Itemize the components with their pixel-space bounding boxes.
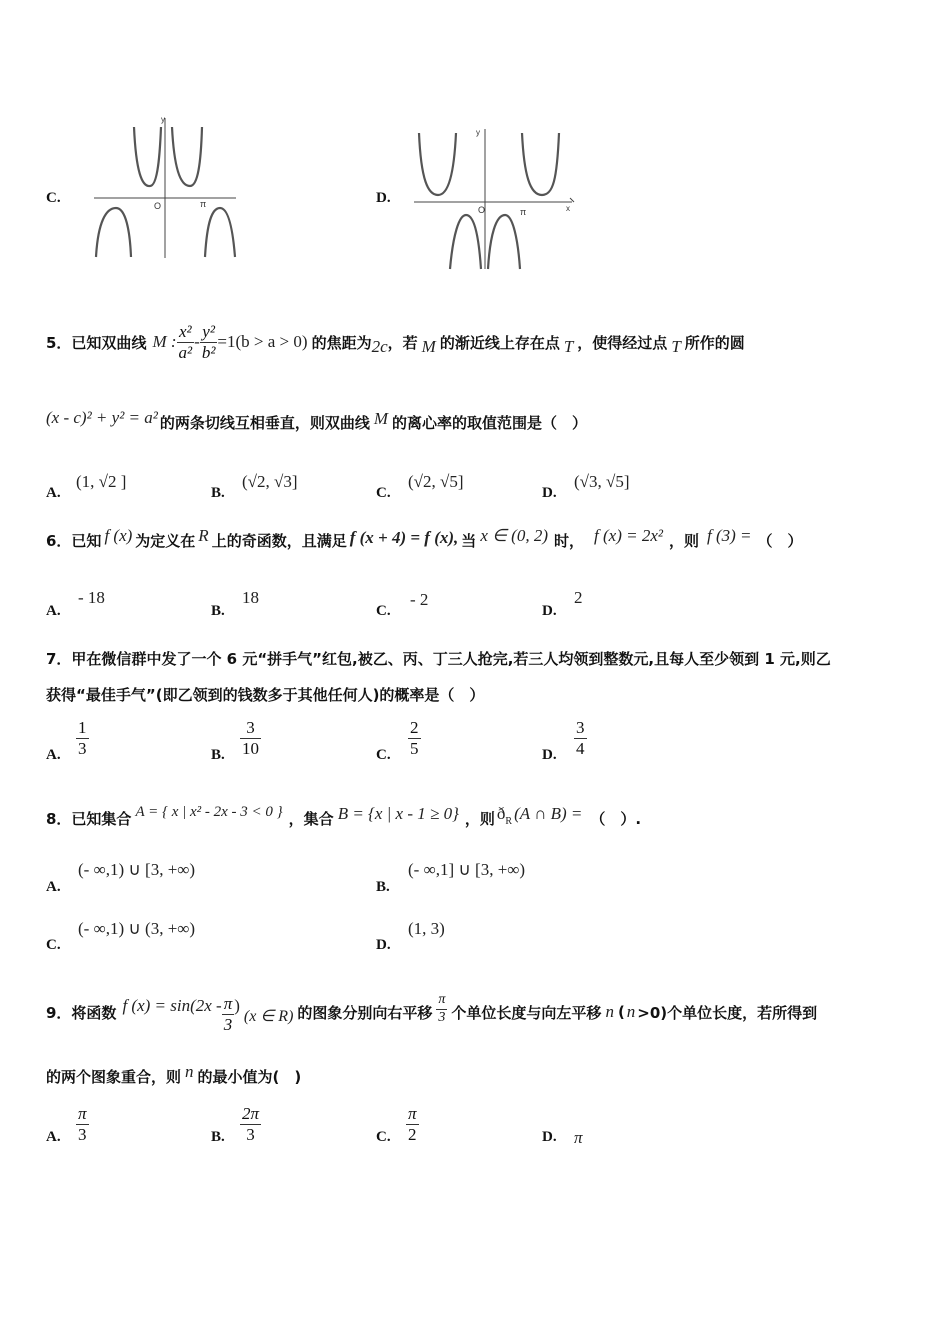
q5-options: A. (1, √2 ] B. (√2, √3] C. (√2, √5] D. (√3, √5] <box>46 472 630 501</box>
q5-option-b[interactable]: B. <box>211 485 225 501</box>
graph-d-x-label: x <box>566 204 570 213</box>
q6-line: 6．已知 f (x) 为定义在 R 上的奇函数，且满足 f (x + 4) = f (x), 当 x ∈ (0, 2) 时， f (x) = 2x² ，则 f (3) = （ ） <box>46 525 803 550</box>
q7-option-c[interactable]: C. <box>376 747 391 763</box>
q8-option-a[interactable]: A. <box>46 879 61 895</box>
graph-d-y-label: y <box>476 128 480 137</box>
q8-option-c[interactable]: C. <box>46 937 61 953</box>
q7-option-a[interactable]: A. <box>46 747 61 763</box>
graph-c-y-label: y <box>161 115 165 124</box>
q9-line2: 的两个图象重合，则 n 的最小值为( ) <box>46 1061 302 1086</box>
q6-option-a[interactable]: A. <box>46 603 61 619</box>
graph-d-plot <box>410 125 580 270</box>
q5-circle-eq: (x - c)² + y² = a² <box>46 407 158 427</box>
q9-option-a[interactable]: A. <box>46 1129 61 1145</box>
q5-option-c[interactable]: C. <box>376 485 391 501</box>
q5-number: 5．已知双曲线 <box>46 333 147 352</box>
q5-line2: (x - c)² + y² = a² 的两条切线互相垂直，则双曲线 M 的离心率的取值范围是（ ） <box>46 407 588 432</box>
q6-periodic-cond: f (x + 4) = f (x), <box>349 527 459 547</box>
q6-options: A. - 18 B. 18 C. - 2 D. 2 <box>46 588 583 619</box>
graph-c-label: C. <box>46 190 61 206</box>
q9-frac-shift: $\frac{\pi}{3}$ <box>438 992 446 1025</box>
q7-options: A. $\frac{1}{3}$ B. $\frac{3}{10}$ C. $\frac{2}{5}$ D. $\frac{3}{4}$ <box>46 718 585 763</box>
q5-frac-y: $\frac{\text{y²}}{\text{b²}}$ <box>201 321 216 362</box>
graph-d-label: D. <box>376 190 391 206</box>
q5-frac-x: $\frac{\text{x²}}{\text{a²}}$ <box>178 321 193 362</box>
q9-line1: 9．将函数 f (x) = sin(2x - $\frac{\pi}{3}$ ) (x ∈ R) 的图象分别向右平移 $\frac{\pi}{3}$ 个单位长度与向左平移 n ( n >0)个单位长度，若所得到 <box>46 992 818 1034</box>
graph-d-pi: π <box>520 207 527 217</box>
q8-number: 8．已知集合 <box>46 810 132 828</box>
q8-line: 8．已知集合 A = { x | x² - 2x - 3 < 0 } ，集合 B = {x | x - 1 ≥ 0} ，则 ð R (A ∩ B) = （ ）. <box>46 803 642 828</box>
graph-c-pi: π <box>200 199 207 209</box>
q7-line2: 获得“最佳手气”(即乙领到的钱数多于其他任何人)的概率是（ ） <box>46 686 485 704</box>
q6-option-c[interactable]: C. <box>376 603 391 619</box>
q7-option-b[interactable]: B. <box>211 747 225 763</box>
q6-number: 6．已知 <box>46 532 102 550</box>
graph-c-origin: O <box>154 201 162 211</box>
q9-option-d[interactable]: D. <box>542 1129 557 1145</box>
q8-set-a: A = { x | x² - 2x - 3 < 0 } <box>135 804 283 820</box>
q9-option-c[interactable]: C. <box>376 1129 391 1145</box>
q6-option-d[interactable]: D. <box>542 603 557 619</box>
q9-options: A. $\frac{\pi}{3}$ B. $\frac{2\pi}{3}$ C. $\frac{\pi}{2}$ D. π <box>46 1104 583 1147</box>
q9-number: 9．将函数 <box>46 1003 117 1022</box>
q8-option-b[interactable]: B. <box>376 879 390 895</box>
q7-line1: 7．甲在微信群中发了一个 6 元“拼手气”红包,被乙、丙、丁三人抢完,若三人均领到整数元,且每人至少领到 1 元,则乙 <box>46 650 831 668</box>
q8-option-d[interactable]: D. <box>376 937 391 953</box>
q8-options: A. (- ∞,1) ∪ [3, +∞) B. (- ∞,1] ∪ [3, +∞) C. (- ∞,1) ∪ (3, +∞) D. (1, 3) <box>46 860 526 953</box>
q6-option-b[interactable]: B. <box>211 603 225 619</box>
q9-option-b[interactable]: B. <box>211 1129 225 1145</box>
graph-d-origin: O <box>478 205 486 215</box>
q5-line1: 5．已知双曲线 M : $\frac{\text{x²}}{\text{a²}}$ - $\frac{\text{y²}}{\text{b²}}$ =1(b > a > 0) 的焦距为 2c ，若 M 的渐近线上存在点 T ，使得经过点 T 所作的圆 <box>46 321 745 362</box>
q5-option-a[interactable]: A. <box>46 485 61 501</box>
graph-c-plot <box>90 112 240 262</box>
q9-frac-phase: $\frac{\pi}{3}$ <box>223 993 233 1034</box>
q7-option-d[interactable]: D. <box>542 747 557 763</box>
q5-option-d[interactable]: D. <box>542 485 557 501</box>
q8-set-b: B = {x | x - 1 ≥ 0} <box>337 803 459 823</box>
